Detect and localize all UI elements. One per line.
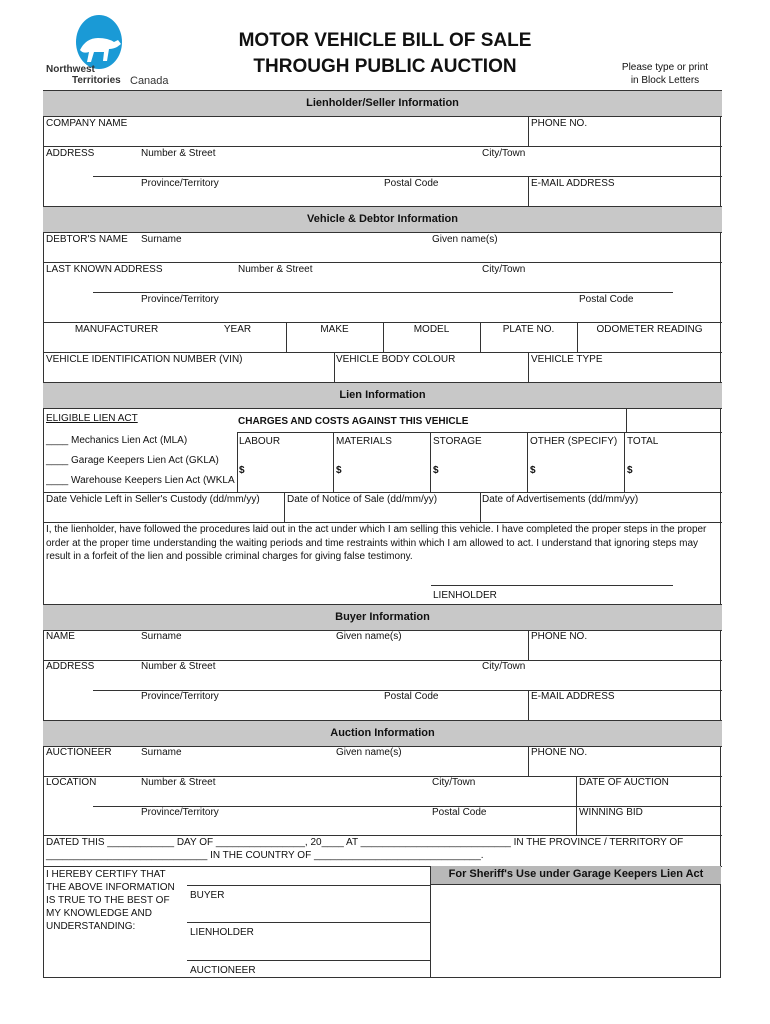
- divider: [43, 492, 722, 493]
- section-header-lien: Lien Information: [43, 382, 722, 409]
- label-surname: Surname: [141, 747, 182, 758]
- label-vehicle-type: VEHICLE TYPE: [531, 354, 603, 365]
- divider: [237, 432, 238, 492]
- label-province: Province/Territory: [141, 807, 219, 818]
- debtor-address-field[interactable]: [93, 276, 673, 291]
- label-year: YEAR: [223, 324, 252, 335]
- label-given-names: Given name(s): [432, 234, 498, 245]
- label-lienholder-signature: LIENHOLDER: [433, 590, 497, 601]
- label-street: Number & Street: [141, 661, 216, 672]
- certification-text: I HEREBY CERTIFY THAT THE ABOVE INFORMATION IS TRUE TO THE BEST OF MY KNOWLEDGE AND UNDERSTANDING:: [46, 869, 175, 932]
- labour-amount-field[interactable]: $: [239, 465, 245, 476]
- label-total: TOTAL: [627, 436, 659, 447]
- label-storage: STORAGE: [433, 436, 482, 447]
- other-amount-field[interactable]: $: [530, 465, 536, 476]
- lien-act-gkla[interactable]: ____ Garage Keepers Lien Act (GKLA): [46, 455, 219, 466]
- label-odometer: ODOMETER READING: [596, 324, 703, 335]
- divider: [527, 432, 528, 492]
- label-city: City/Town: [432, 777, 476, 788]
- divider: [284, 492, 285, 522]
- label-street: Number & Street: [141, 777, 216, 788]
- label-city: City/Town: [482, 264, 526, 275]
- label-surname: Surname: [141, 234, 182, 245]
- divider: [43, 146, 722, 147]
- instruction-note-1: Please type or print: [621, 62, 709, 73]
- label-vin: VEHICLE IDENTIFICATION NUMBER (VIN): [46, 354, 243, 365]
- label-body-colour: VEHICLE BODY COLOUR: [336, 354, 456, 365]
- nwt-logo: [44, 14, 184, 90]
- label-phone: PHONE NO.: [531, 747, 588, 758]
- form-title-line2: THROUGH PUBLIC AUCTION: [253, 56, 517, 77]
- lien-act-wkla[interactable]: ____ Warehouse Keepers Lien Act (WKLA: [46, 475, 235, 486]
- lienholder-signature-line[interactable]: [431, 585, 673, 586]
- label-manufacturer: MANUFACTURER: [74, 324, 159, 335]
- divider: [93, 176, 722, 177]
- divider: [237, 432, 722, 433]
- auctioneer-signature-line[interactable]: [187, 960, 430, 961]
- label-surname: Surname: [141, 631, 182, 642]
- lienholder-signature-line[interactable]: [187, 922, 430, 923]
- divider: [528, 630, 529, 660]
- label-phone: PHONE NO.: [531, 118, 588, 129]
- divider: [43, 835, 722, 836]
- label-postal: Postal Code: [384, 178, 439, 189]
- materials-amount-field[interactable]: $: [336, 465, 342, 476]
- seller-address-field[interactable]: [93, 160, 720, 175]
- form-title-line1: MOTOR VEHICLE BILL OF SALE: [238, 30, 532, 51]
- label-date-of-auction: DATE OF AUCTION: [579, 777, 669, 788]
- sheriff-use-field[interactable]: [431, 886, 720, 976]
- seller-phone-field[interactable]: [529, 130, 720, 145]
- divider: [43, 262, 722, 263]
- sheriff-header: For Sheriff's Use under Garage Keepers Lien Act: [431, 866, 721, 885]
- seller-company-field[interactable]: [44, 130, 527, 145]
- dated-line-2[interactable]: _____________________________ IN THE COUNTRY OF ______________________________.: [46, 850, 484, 861]
- label-postal: Postal Code: [432, 807, 487, 818]
- logo-canada: Canada: [130, 75, 169, 87]
- divider: [480, 492, 481, 522]
- divider: [333, 432, 334, 492]
- label-last-address: LAST KNOWN ADDRESS: [46, 264, 163, 275]
- label-name: NAME: [46, 631, 75, 642]
- label-plate: PLATE NO.: [502, 324, 555, 335]
- label-email: E-MAIL ADDRESS: [531, 691, 615, 702]
- section-header-vehicle: Vehicle & Debtor Information: [43, 206, 722, 233]
- label-province: Province/Territory: [141, 691, 219, 702]
- divider: [43, 352, 722, 353]
- storage-amount-field[interactable]: $: [433, 465, 439, 476]
- dated-line-1[interactable]: DATED THIS ____________ DAY OF ________________, 20____ AT ___________________________ IN THE PROVINCE / TERRITORY OF: [46, 837, 684, 848]
- divider: [626, 408, 627, 432]
- divider: [624, 432, 625, 492]
- label-address: ADDRESS: [46, 661, 95, 672]
- divider: [286, 322, 287, 352]
- lienholder-statement: I, the lienholder, have followed the procedures laid out in the act under which I am selling this vehicle. I have completed the proper steps in the proper order at the proper time understanding the waiting periods and time restraints within which I am allowed to act. I understand that ignoring steps may result in a forfeit of the lien and possible criminal charges for giving false testimony.: [46, 524, 707, 562]
- label-given-names: Given name(s): [336, 631, 402, 642]
- divider: [383, 322, 384, 352]
- logo-northwest: Northwest: [46, 64, 95, 75]
- divider: [577, 322, 578, 352]
- total-amount-field[interactable]: $: [627, 465, 633, 476]
- label-address: ADDRESS: [46, 148, 95, 159]
- label-province: Province/Territory: [141, 294, 219, 305]
- label-make: MAKE: [320, 324, 349, 335]
- label-eligible-lien-act: ELIGIBLE LIEN ACT: [46, 413, 138, 424]
- divider: [528, 746, 529, 776]
- label-debtor-name: DEBTOR'S NAME: [46, 234, 128, 245]
- label-lienholder-signature: LIENHOLDER: [190, 927, 254, 938]
- label-labour: LABOUR: [239, 436, 281, 447]
- label-city: City/Town: [482, 661, 526, 672]
- label-date-notice: Date of Notice of Sale (dd/mm/yy): [287, 494, 438, 505]
- label-other: OTHER (SPECIFY): [530, 436, 618, 447]
- label-company-name: COMPANY NAME: [46, 118, 128, 129]
- label-city: City/Town: [482, 148, 526, 159]
- label-phone: PHONE NO.: [531, 631, 588, 642]
- charges-title: CHARGES AND COSTS AGAINST THIS VEHICLE: [238, 416, 469, 427]
- section-header-auction: Auction Information: [43, 720, 722, 747]
- label-auctioneer-signature: AUCTIONEER: [190, 965, 256, 976]
- label-model: MODEL: [413, 324, 450, 335]
- label-date-ads: Date of Advertisements (dd/mm/yy): [482, 494, 639, 505]
- label-postal: Postal Code: [384, 691, 439, 702]
- label-province: Province/Territory: [141, 178, 219, 189]
- divider: [480, 322, 481, 352]
- section-header-seller: Lienholder/Seller Information: [43, 90, 722, 117]
- label-materials: MATERIALS: [336, 436, 392, 447]
- label-given-names: Given name(s): [336, 747, 402, 758]
- label-winning-bid: WINNING BID: [579, 807, 643, 818]
- label-date-custody: Date Vehicle Left in Seller's Custody (dd/mm/yy): [46, 494, 260, 505]
- section-header-buyer: Buyer Information: [43, 604, 722, 631]
- seller-email-field[interactable]: [529, 190, 720, 205]
- label-street: Number & Street: [238, 264, 313, 275]
- debtor-name-field[interactable]: [44, 246, 720, 261]
- divider: [528, 690, 529, 720]
- buyer-signature-line[interactable]: [187, 885, 430, 886]
- logo-territories: Territories: [72, 75, 121, 86]
- divider: [334, 352, 335, 382]
- label-street: Number & Street: [141, 148, 216, 159]
- label-postal: Postal Code: [579, 294, 634, 305]
- lien-act-mla[interactable]: ____ Mechanics Lien Act (MLA): [46, 435, 188, 446]
- divider: [430, 432, 431, 492]
- instruction-note-2: in Block Letters: [630, 75, 700, 86]
- label-auctioneer: AUCTIONEER: [46, 747, 112, 758]
- label-location: LOCATION: [46, 777, 97, 788]
- label-email: E-MAIL ADDRESS: [531, 178, 615, 189]
- divider: [528, 352, 529, 382]
- divider: [93, 292, 673, 293]
- label-buyer-signature: BUYER: [190, 890, 225, 901]
